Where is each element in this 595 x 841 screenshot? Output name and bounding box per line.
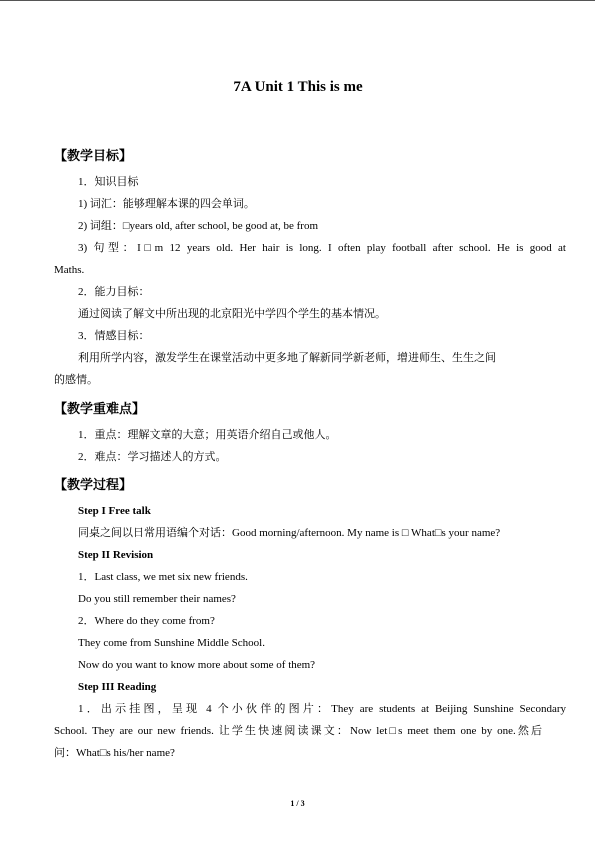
step-title: Step I Free talk (78, 505, 151, 517)
step-line: Do you still remember their names? (78, 593, 236, 605)
page-title: 7A Unit 1 This is me (233, 79, 363, 95)
section-heading-key-points: 【教学重难点】 (54, 402, 146, 417)
objective-line: 3．情感目标： (78, 330, 150, 342)
objective-line: 1．知识目标 (78, 176, 139, 188)
step-line: They come from Sunshine Middle School. (78, 637, 265, 649)
objective-line: 通过阅读了解文中所出现的北京阳光中学四个学生的基本情况。 (78, 308, 386, 320)
step-line: 问：What□s his/her name? (54, 747, 175, 759)
top-rule (0, 0, 595, 1)
step-title: Step III Reading (78, 681, 157, 693)
key-point-line: 1．重点：理解文章的大意；用英语介绍自己或他人。 (78, 429, 337, 441)
step-line: School. They are our new friends. 让学生快速阅读课文：Now let□s meet them one by one.然后 (54, 725, 542, 737)
objective-line: 利用所学内容，激发学生在课堂活动中更多地了解新同学新老师，增进师生、生生之间 (78, 352, 496, 364)
objective-line: 3) 句型：I□m 12 years old. Her hair is long. I often play football after school. He is good at (78, 242, 566, 254)
objective-line: 的感情。 (54, 374, 98, 386)
page-number: 1 / 3 (290, 799, 305, 808)
step-line: 2．Where do they come from? (78, 615, 215, 627)
objective-line: Maths. (54, 264, 85, 276)
key-point-line: 2．难点：学习描述人的方式。 (78, 451, 227, 463)
step-line: 1．出示挂图，呈现 4 个小伙伴的图片：They are students at Beijing Sunshine Secondary (78, 703, 566, 715)
step-line: 同桌之间以日常用语编个对话：Good morning/afternoon. My name is □ What□s your name? (78, 527, 501, 539)
section-heading-objectives: 【教学目标】 (54, 149, 133, 164)
objective-line: 1) 词汇：能够理解本课的四会单词。 (78, 198, 255, 210)
objective-line: 2．能力目标： (78, 286, 150, 298)
step-line: Now do you want to know more about some of them? (78, 659, 316, 671)
section-heading-process: 【教学过程】 (54, 478, 133, 493)
step-title: Step II Revision (78, 549, 154, 561)
step-line: 1．Last class, we met six new friends. (78, 571, 248, 583)
objective-line: 2) 词组：□years old, after school, be good at, be from (78, 220, 319, 232)
